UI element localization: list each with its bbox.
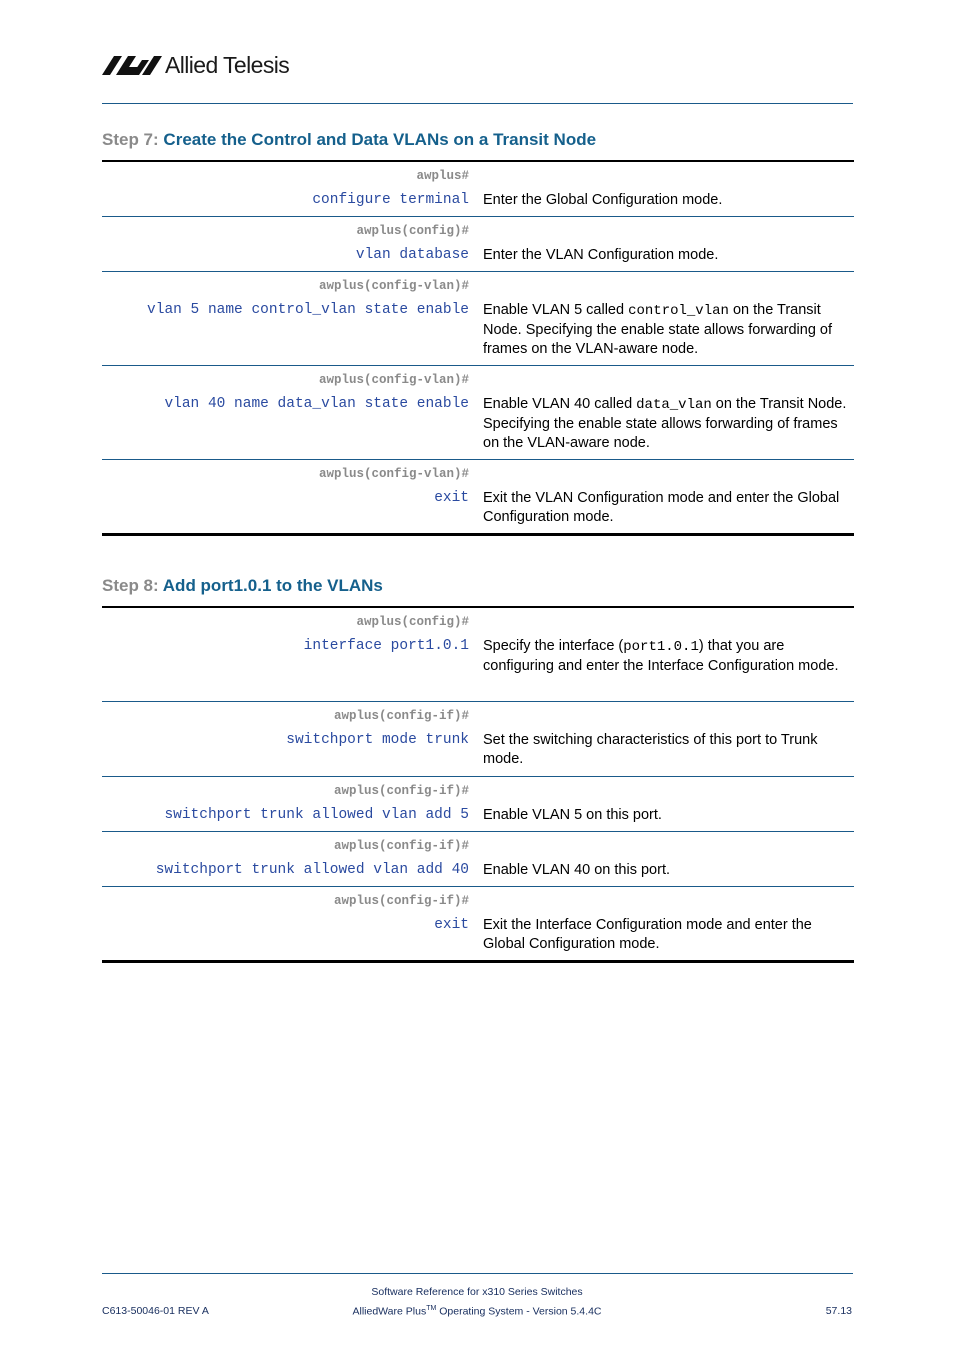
description-cell: Exit the VLAN Configuration mode and enter the Global Configuration mode.: [483, 490, 840, 525]
command-text: configure terminal: [312, 192, 469, 208]
command-cell: [102, 161, 469, 217]
prompt-text: awplus(config-if)#: [333, 783, 469, 798]
footer-version: Operating System - Version 5.4.4C: [436, 1305, 602, 1318]
command-cell: [102, 701, 469, 776]
table-row: [102, 161, 854, 217]
command-cell: [102, 366, 469, 460]
command-text: exit: [434, 916, 469, 933]
command-text: switchport mode trunk: [286, 731, 469, 748]
command-text: exit: [434, 490, 469, 506]
footer-subtitle: [300, 1305, 654, 1318]
command-text: interface port1.0.1: [303, 638, 469, 654]
trademark-mark: TM: [426, 1305, 437, 1312]
command-cell: [102, 831, 469, 886]
step-8-number: Step 8:: [102, 576, 159, 595]
description-cell: Enable VLAN 40 on this port.: [483, 861, 671, 878]
command-text: switchport trunk allowed vlan add 40: [155, 861, 469, 878]
description-cell: Set the switching characteristics of this port to Trunk mode.: [483, 731, 818, 767]
description-code: data_vlan: [636, 397, 712, 413]
footer-product: AlliedWare Plus: [352, 1305, 427, 1318]
prompt-text: awplus(config-if)#: [333, 708, 469, 723]
description-cell: Enter the Global Configuration mode.: [483, 192, 723, 208]
prompt-text: awplus(config-if)#: [333, 893, 469, 908]
footer-title: Software Reference for x310 Series Switches: [371, 1286, 583, 1298]
description-text: Enable VLAN 40 called: [483, 396, 637, 412]
command-text: switchport trunk allowed vlan add 5: [164, 806, 469, 823]
description-text: Enable VLAN 5 called: [483, 302, 629, 318]
table-row: [102, 607, 854, 701]
command-cell: [102, 886, 469, 961]
step-8-section: [102, 575, 854, 963]
step-7-command-table: [102, 160, 854, 536]
description-cell: Exit the Interface Configuration mode and enter the Global Configuration mode.: [483, 916, 812, 952]
command-cell: [102, 460, 469, 535]
logo-text: Allied Telesis: [165, 52, 290, 78]
step-8-title: Add port1.0.1 to the VLANs: [162, 576, 383, 595]
description-text: ) that you are configuring and enter the Interface Configuration mode.: [483, 638, 839, 674]
description-text: on the Transit Node. Specifying the enable state allows forwarding of frames on the VLAN-aware node.: [483, 396, 847, 451]
table-row: [102, 217, 854, 272]
footer-divider: [102, 1273, 853, 1274]
description-code: control_vlan: [628, 303, 729, 319]
command-cell: [102, 217, 469, 272]
header-divider: [102, 103, 853, 104]
description-cell: [469, 607, 854, 701]
prompt-text: awplus(config-if)#: [333, 838, 469, 853]
command-text: vlan 40 name data_vlan state enable: [164, 396, 469, 412]
prompt-text: awplus(config-vlan)#: [318, 279, 469, 293]
description-cell: [469, 366, 854, 460]
command-cell: [102, 272, 469, 366]
step-8-command-table: [102, 606, 854, 963]
table-row: [102, 831, 854, 886]
command-text: vlan database: [355, 247, 469, 263]
description-text: Specify the interface (: [483, 638, 624, 654]
command-cell: [102, 607, 469, 701]
step-7-heading: [102, 129, 854, 151]
step-7-section: [102, 129, 854, 536]
table-row: [102, 701, 854, 776]
table-row: [102, 886, 854, 961]
table-row: [102, 366, 854, 460]
table-row: [102, 776, 854, 831]
table-row: [102, 272, 854, 366]
allied-telesis-logo-mark-icon: [102, 54, 162, 76]
description-cell: Enable VLAN 5 on this port.: [483, 806, 662, 823]
allied-telesis-logo: [102, 52, 289, 78]
command-cell: [102, 776, 469, 831]
prompt-text: awplus(config-vlan)#: [318, 467, 469, 481]
footer-doc-id: C613-50046-01 REV A: [102, 1305, 209, 1317]
prompt-text: awplus(config-vlan)#: [318, 373, 469, 387]
step-7-title: Create the Control and Data VLANs on a Transit Node: [163, 130, 597, 149]
prompt-text: awplus#: [416, 169, 469, 183]
step-7-number: Step 7:: [102, 130, 159, 149]
description-cell: Enter the VLAN Configuration mode.: [483, 247, 719, 263]
description-cell: [469, 272, 854, 366]
prompt-text: awplus(config)#: [356, 224, 469, 238]
footer-page-number: 57.13: [825, 1305, 852, 1317]
table-row: [102, 460, 854, 535]
command-text: vlan 5 name control_vlan state enable: [147, 302, 469, 318]
description-code: port1.0.1: [623, 639, 699, 655]
step-8-heading: [102, 575, 854, 597]
description-text: on the Transit Node. Specifying the enable state allows forwarding of frames on the VLAN-aware node.: [483, 302, 833, 357]
prompt-text: awplus(config)#: [356, 615, 469, 629]
